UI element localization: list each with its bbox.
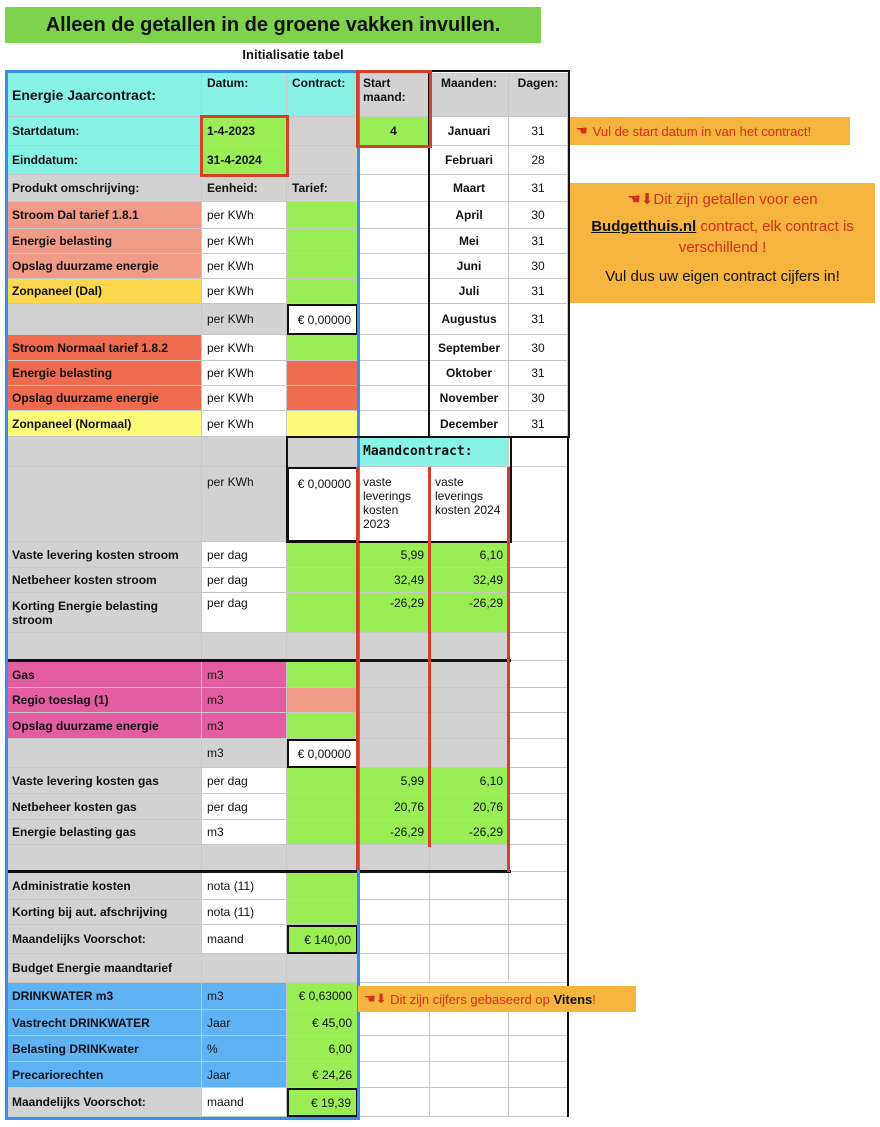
empty-cell xyxy=(509,820,568,845)
empty-cell xyxy=(430,633,509,661)
netbeheer-stroom-label: Netbeheer kosten stroom xyxy=(7,568,202,593)
empty-cell xyxy=(430,873,509,900)
unit-cell: per dag xyxy=(202,768,287,794)
belasting-drinkwater-label: Belasting DRINKwater xyxy=(7,1036,202,1062)
unit-cell: per KWh xyxy=(202,229,287,254)
stroom-dal-label: Stroom Dal tarief 1.8.1 xyxy=(7,202,202,229)
produkt-omschrijving-header: Produkt omschrijving: xyxy=(7,175,202,202)
empty-cell xyxy=(430,900,509,925)
unit-cell: per KWh xyxy=(202,202,287,229)
red-divider-right xyxy=(507,467,510,872)
unit-cell: per KWh xyxy=(202,361,287,386)
einddatum-input[interactable]: 31-4-2024 xyxy=(202,146,287,175)
empty-cell xyxy=(509,873,568,900)
month-days: 31 xyxy=(509,117,568,146)
instruction-banner: Alleen de getallen in de groene vakken invullen. xyxy=(5,7,541,43)
unit-cell: per KWh xyxy=(202,411,287,437)
month-name: November xyxy=(430,386,509,411)
month-days: 31 xyxy=(509,411,568,437)
header-start-maand: Start maand: xyxy=(358,73,430,117)
col-2023-header: vaste leverings kosten 2023 xyxy=(358,467,430,542)
month-days: 30 xyxy=(509,386,568,411)
unit-cell: maand xyxy=(202,1088,287,1117)
empty-cell xyxy=(430,1010,509,1036)
value-2024[interactable]: -26,29 xyxy=(430,820,509,845)
value-2023[interactable]: -26,29 xyxy=(358,820,430,845)
korting-energie-stroom-label: Korting Energie belasting stroom xyxy=(7,593,202,633)
unit-cell: per KWh xyxy=(202,254,287,279)
water-note-text: Dit zijn cijfers gebaseerd op xyxy=(386,991,554,1007)
month-days: 31 xyxy=(509,229,568,254)
tarief-header: Tarief: xyxy=(287,175,358,202)
unit-cell: Jaar xyxy=(202,1062,287,1088)
month-name: April xyxy=(430,202,509,229)
empty-cell xyxy=(430,1062,509,1088)
month-name: December xyxy=(430,411,509,437)
budgetthuis-link[interactable]: Budgetthuis.nl xyxy=(591,218,697,235)
pointing-hand-down-icon: ☚⬇ xyxy=(364,991,387,1006)
month-name: Januari xyxy=(430,117,509,146)
vastrecht-drinkwater-input[interactable]: € 45,00 xyxy=(287,1010,358,1036)
unit-cell: nota (11) xyxy=(202,900,287,925)
water-note-end: ! xyxy=(592,991,596,1007)
empty-cell xyxy=(430,845,509,872)
empty-cell xyxy=(358,739,430,768)
regio-toeslag-label: Regio toeslag (1) xyxy=(7,688,202,713)
empty-cell xyxy=(430,688,509,713)
gas-label: Gas xyxy=(7,662,202,688)
empty-cell xyxy=(509,593,568,633)
header-datum: Datum: xyxy=(202,73,287,117)
unit-cell: m3 xyxy=(202,739,287,768)
month-days: 31 xyxy=(509,279,568,304)
value-2024[interactable]: 6,10 xyxy=(430,542,509,568)
empty-cell xyxy=(509,688,568,713)
month-days: 30 xyxy=(509,202,568,229)
value-2024[interactable]: -26,29 xyxy=(430,593,509,633)
empty-cell xyxy=(509,768,568,794)
unit-cell: nota (11) xyxy=(202,873,287,900)
empty-cell xyxy=(509,1088,568,1117)
unit-cell: per dag xyxy=(202,542,287,568)
empty-cell xyxy=(509,1036,568,1062)
unit-cell: Jaar xyxy=(202,1010,287,1036)
empty-cell xyxy=(358,845,430,872)
month-name: Augustus xyxy=(430,304,509,335)
month-days: 31 xyxy=(509,361,568,386)
opslag-duurzame-gas-label: Opslag duurzame energie xyxy=(7,713,202,739)
unit-cell: m3 xyxy=(202,662,287,688)
start-date-note-text: Vul de start datum in van het contract! xyxy=(592,123,812,139)
stroom-normaal-total: € 0,00000 xyxy=(287,467,358,542)
empty-cell xyxy=(358,304,430,335)
unit-cell: per dag xyxy=(202,568,287,593)
empty-cell xyxy=(358,925,430,954)
month-name: Oktober xyxy=(430,361,509,386)
unit-cell: per KWh xyxy=(202,467,287,542)
empty-cell xyxy=(430,662,509,688)
korting-afschrijving-label: Korting bij aut. afschrijving xyxy=(7,900,202,925)
precariorechten-input[interactable]: € 24,26 xyxy=(287,1062,358,1088)
drinkwater-m3-label: DRINKWATER m3 xyxy=(7,983,202,1010)
zonpaneel-dal-label: Zonpaneel (Dal) xyxy=(7,279,202,304)
maandcontract-header: Maandcontract: xyxy=(358,437,509,467)
vastrecht-drinkwater-label: Vastrecht DRINKWATER xyxy=(7,1010,202,1036)
budget-note-line3: Vul dus uw eigen contract cijfers in! xyxy=(605,268,840,285)
empty-cell xyxy=(509,467,568,542)
empty-cell xyxy=(509,794,568,820)
empty-cell xyxy=(358,1036,430,1062)
empty-cell xyxy=(430,925,509,954)
unit-cell: per KWh xyxy=(202,304,287,335)
stroom-normaal-label: Stroom Normaal tarief 1.8.2 xyxy=(7,335,202,361)
header-maanden: Maanden: xyxy=(430,73,509,117)
month-name: September xyxy=(430,335,509,361)
table-title: Initialisatie tabel xyxy=(242,47,344,62)
budget-note-line2: contract, elk contract is verschillend ! xyxy=(678,218,854,256)
empty-cell xyxy=(509,662,568,688)
opslag-duurzame-normaal-label: Opslag duurzame energie xyxy=(7,386,202,411)
unit-cell: per KWh xyxy=(202,335,287,361)
month-days: 30 xyxy=(509,254,568,279)
empty-cell xyxy=(430,739,509,768)
empty-cell xyxy=(358,873,430,900)
value-2024[interactable]: 20,76 xyxy=(430,794,509,820)
months-table-frame xyxy=(428,70,570,438)
value-2023[interactable]: 32,49 xyxy=(358,568,430,593)
startdatum-input[interactable]: 1-4-2023 xyxy=(202,117,287,146)
budget-note xyxy=(570,183,875,303)
empty-cell xyxy=(430,954,509,983)
netbeheer-gas-label: Netbeheer kosten gas xyxy=(7,794,202,820)
right-edge-line xyxy=(567,437,569,1117)
month-name: Juli xyxy=(430,279,509,304)
start-date-note xyxy=(570,117,850,145)
empty-cell xyxy=(358,175,430,202)
empty-cell xyxy=(358,202,430,229)
value-2024[interactable]: 32,49 xyxy=(430,568,509,593)
header-dagen: Dagen: xyxy=(509,73,568,117)
value-2023[interactable]: 20,76 xyxy=(358,794,430,820)
belasting-drinkwater-input[interactable]: 6,00 xyxy=(287,1036,358,1062)
empty-cell xyxy=(358,386,430,411)
energy-table-frame xyxy=(5,70,360,1120)
unit-cell: m3 xyxy=(202,983,287,1010)
maandelijks-voorschot-water-input[interactable]: € 19,39 xyxy=(287,1088,358,1117)
empty-cell xyxy=(358,688,430,713)
energie-belasting-dal-label: Energie belasting xyxy=(7,229,202,254)
pointing-hand-icon: ☚ xyxy=(576,123,588,138)
value-2023[interactable]: 5,99 xyxy=(358,768,430,794)
month-days: 30 xyxy=(509,335,568,361)
unit-cell: % xyxy=(202,1036,287,1062)
empty-cell xyxy=(358,1088,430,1117)
empty-cell xyxy=(358,229,430,254)
value-2023[interactable]: 5,99 xyxy=(358,542,430,568)
pointing-hand-down-icon: ☚⬇ xyxy=(627,191,654,208)
month-name: Juni xyxy=(430,254,509,279)
empty-cell xyxy=(509,739,568,768)
date-input-frame xyxy=(200,115,289,177)
red-divider-mid xyxy=(428,467,431,847)
empty-cell xyxy=(509,633,568,661)
empty-cell xyxy=(358,279,430,304)
empty-cell xyxy=(509,1062,568,1088)
empty-cell xyxy=(430,1088,509,1117)
empty-cell xyxy=(358,254,430,279)
energie-belasting-gas-label: Energie belasting gas xyxy=(7,820,202,845)
header-contract: Contract: xyxy=(287,73,358,117)
start-maand-frame xyxy=(356,70,432,148)
start-maand-input[interactable]: 4 xyxy=(358,117,430,146)
maandelijks-voorschot-water-label: Maandelijks Voorschot: xyxy=(7,1088,202,1117)
precariorechten-label: Precariorechten xyxy=(7,1062,202,1088)
energie-belasting-normaal-label: Energie belasting xyxy=(7,361,202,386)
empty-cell xyxy=(509,437,568,467)
stroom-dal-total: € 0,00000 xyxy=(287,304,358,335)
vaste-levering-stroom-label: Vaste levering kosten stroom xyxy=(7,542,202,568)
month-days: 31 xyxy=(509,175,568,202)
empty-cell xyxy=(358,1010,430,1036)
empty-cell xyxy=(509,954,568,983)
administratie-kosten-label: Administratie kosten xyxy=(7,873,202,900)
unit-cell: per dag xyxy=(202,794,287,820)
einddatum-label: Einddatum: xyxy=(7,146,202,175)
value-2024[interactable]: 6,10 xyxy=(430,768,509,794)
empty-cell xyxy=(509,1010,568,1036)
empty-cell xyxy=(509,542,568,568)
water-note xyxy=(358,986,636,1012)
unit-cell: m3 xyxy=(202,713,287,739)
empty-cell xyxy=(358,146,430,175)
budget-note-line1: Dit zijn getallen voor een xyxy=(653,191,818,208)
empty-cell xyxy=(358,900,430,925)
maandelijks-voorschot-energie-input[interactable]: € 140,00 xyxy=(287,925,358,954)
month-name: Februari xyxy=(430,146,509,175)
unit-cell: per KWh xyxy=(202,279,287,304)
empty-cell xyxy=(358,954,430,983)
empty-cell xyxy=(509,713,568,739)
empty-cell xyxy=(430,1036,509,1062)
unit-cell: per dag xyxy=(202,593,287,633)
empty-cell xyxy=(358,633,430,661)
opslag-duurzame-dal-label: Opslag duurzame energie xyxy=(7,254,202,279)
month-days: 28 xyxy=(509,146,568,175)
gas-total: € 0,00000 xyxy=(287,739,358,768)
month-name: Maart xyxy=(430,175,509,202)
eenheid-header: Eenheid: xyxy=(202,175,287,202)
value-2023[interactable]: -26,29 xyxy=(358,593,430,633)
empty-cell xyxy=(509,900,568,925)
empty-cell xyxy=(358,335,430,361)
vaste-levering-gas-label: Vaste levering kosten gas xyxy=(7,768,202,794)
month-name: Mei xyxy=(430,229,509,254)
unit-cell: maand xyxy=(202,925,287,954)
empty-cell xyxy=(358,662,430,688)
empty-cell xyxy=(430,713,509,739)
empty-cell xyxy=(509,568,568,593)
empty-cell xyxy=(358,411,430,437)
unit-cell: m3 xyxy=(202,688,287,713)
unit-cell: m3 xyxy=(202,820,287,845)
empty-cell xyxy=(358,713,430,739)
zonpaneel-normaal-label: Zonpaneel (Normaal) xyxy=(7,411,202,437)
budget-energie-maandtarief-label: Budget Energie maandtarief xyxy=(7,954,202,983)
vitens-brand: Vitens xyxy=(553,991,593,1007)
empty-cell xyxy=(509,845,568,872)
empty-cell xyxy=(358,1062,430,1088)
col-2024-header: vaste leverings kosten 2024 xyxy=(430,467,509,542)
header-energie-jaarcontract: Energie Jaarcontract: xyxy=(7,73,202,117)
startdatum-label: Startdatum: xyxy=(7,117,202,146)
unit-cell: per KWh xyxy=(202,386,287,411)
empty-cell xyxy=(509,925,568,954)
maandelijks-voorschot-energie-label: Maandelijks Voorschot: xyxy=(7,925,202,954)
empty-cell xyxy=(358,361,430,386)
red-divider-left xyxy=(356,467,359,870)
maandcontract-frame xyxy=(286,436,512,543)
drinkwater-m3-input[interactable]: € 0,63000 xyxy=(287,983,358,1010)
month-days: 31 xyxy=(509,304,568,335)
